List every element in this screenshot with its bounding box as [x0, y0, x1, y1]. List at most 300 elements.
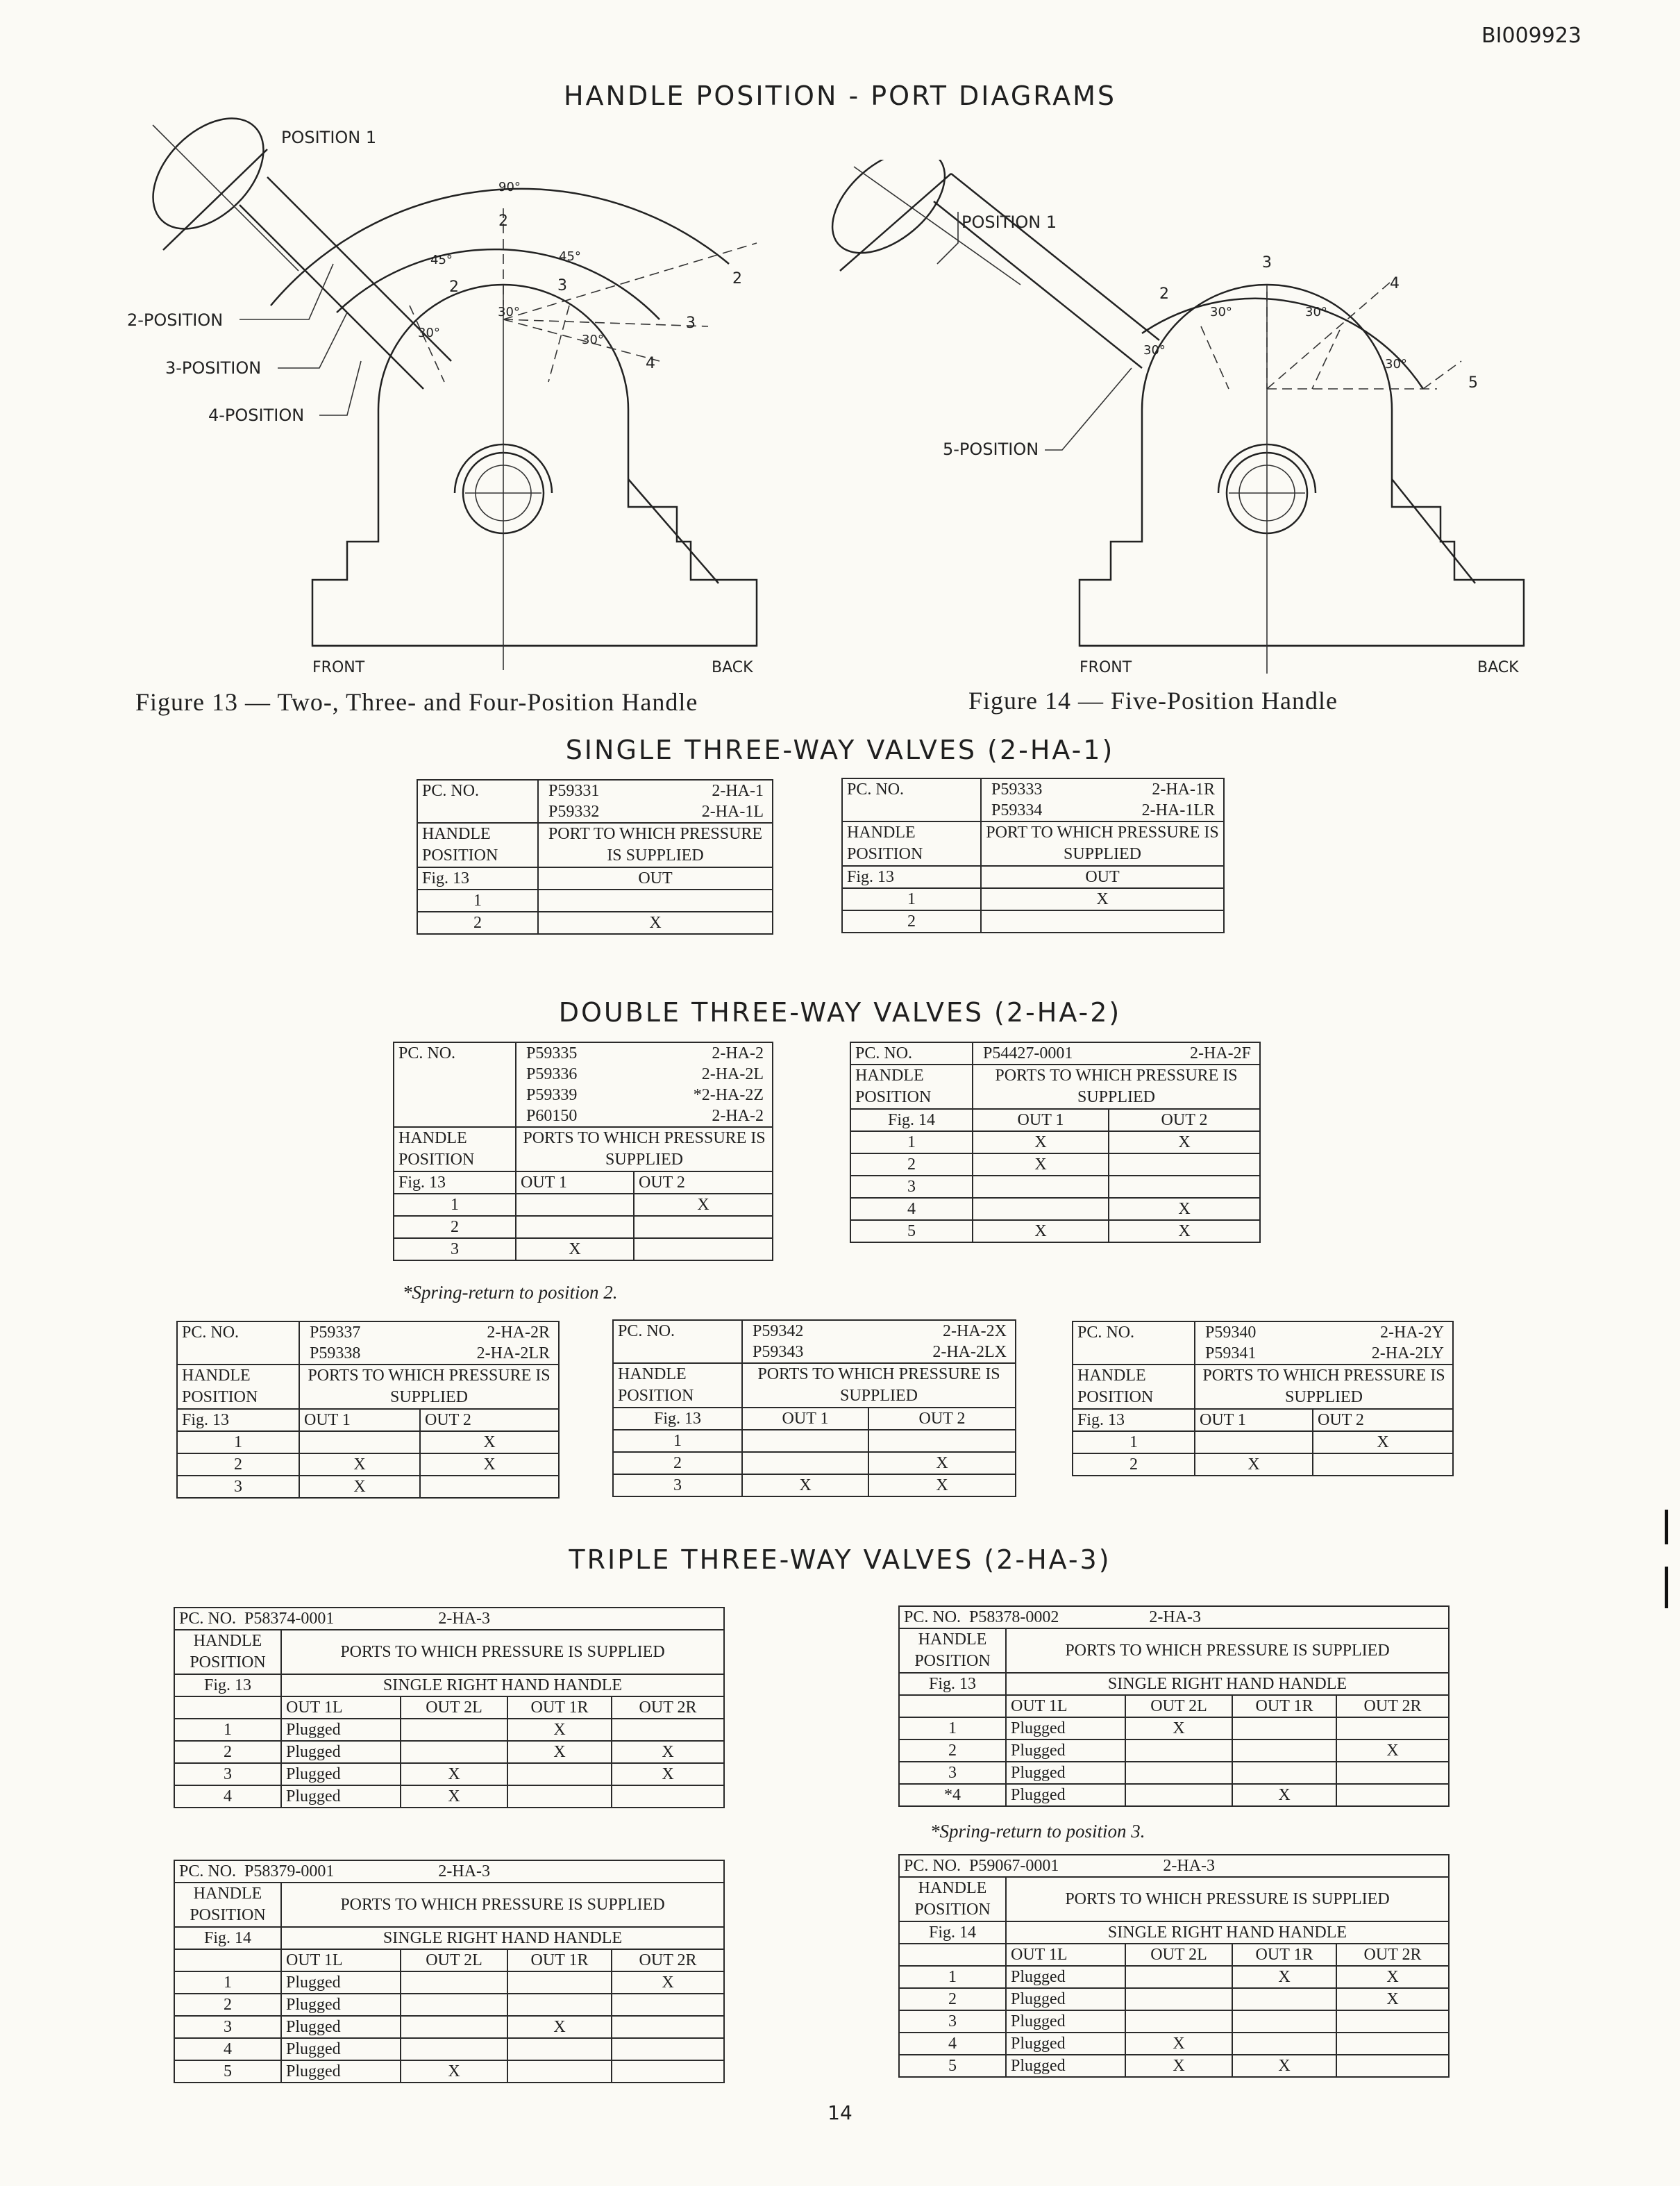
position-cell: 4 — [899, 2033, 1006, 2055]
out1-header: OUT 1 — [1195, 1409, 1313, 1431]
part-list — [1195, 1321, 1453, 1365]
ports-header: PORTS TO WHICH PRESSURE IS SUPPLIED — [281, 1630, 724, 1674]
position-cell: 4 — [174, 1785, 281, 1808]
table-row — [417, 912, 773, 934]
port-cell — [420, 1476, 559, 1498]
table-double-2ha2r — [176, 1321, 560, 1499]
table-triple-p58379 — [174, 1860, 725, 2083]
port-cell: X — [1109, 1220, 1260, 1242]
pc-no-label: PC. NO. — [1073, 1321, 1195, 1365]
table-row — [613, 1430, 1016, 1452]
margin-mark — [1665, 1510, 1668, 1544]
fig13-45-right-label: 45° — [559, 249, 581, 264]
position-cell: 2 — [1073, 1453, 1195, 1476]
fig13-30b-label: 30° — [498, 305, 520, 319]
port-cell: X — [1125, 2033, 1232, 2055]
position-cell: 3 — [899, 1762, 1006, 1784]
port-cell: X — [612, 1763, 724, 1785]
position-cell: 1 — [394, 1194, 516, 1216]
position-cell: 3 — [899, 2010, 1006, 2033]
table-triple-p59067 — [898, 1854, 1450, 2078]
position-cell: 1 — [850, 1131, 973, 1153]
port-cell: X — [401, 1763, 507, 1785]
fig14-30d-label: 30° — [1385, 357, 1407, 372]
table-row — [394, 1238, 773, 1260]
port-cell — [401, 1741, 507, 1763]
port-cell — [634, 1216, 773, 1238]
table-row — [899, 1988, 1449, 2010]
port-cell: Plugged — [281, 2060, 401, 2083]
port-cell: X — [1336, 1988, 1449, 2010]
port-cell — [516, 1216, 634, 1238]
table-row — [174, 1763, 724, 1785]
out1l-header: OUT 1L — [281, 1949, 401, 1971]
ports-header: PORTS TO WHICH PRESSURE IS SUPPLIED — [299, 1365, 559, 1409]
out-header: OUT — [981, 866, 1224, 888]
part-number: P59332 — [548, 803, 600, 821]
out1-header: OUT 1 — [742, 1408, 868, 1430]
port-cell — [868, 1430, 1016, 1452]
port-cell — [612, 2060, 724, 2083]
port-cell — [1336, 1784, 1449, 1806]
port-cell: Plugged — [281, 1741, 401, 1763]
port-cell — [612, 1785, 724, 1808]
blank-cell — [174, 1696, 281, 1719]
port-cell: X — [612, 1741, 724, 1763]
port-cell: Plugged — [281, 2038, 401, 2060]
port-cell: Plugged — [1006, 1988, 1125, 2010]
handle-type: SINGLE RIGHT HAND HANDLE — [1006, 1673, 1449, 1695]
position-cell: 1 — [899, 1966, 1006, 1988]
part-header — [174, 1860, 724, 1883]
port-cell: X — [973, 1220, 1109, 1242]
port-cell: X — [1232, 1784, 1336, 1806]
port-cell: X — [401, 2060, 507, 2083]
port-cell — [634, 1238, 773, 1260]
port-cell: Plugged — [281, 1994, 401, 2016]
port-cell: X — [1109, 1131, 1260, 1153]
table-row — [899, 2033, 1449, 2055]
port-cell: X — [420, 1453, 559, 1476]
position-cell: 2 — [174, 1994, 281, 2016]
fig14-mark-3: 3 — [1262, 254, 1272, 272]
port-cell: X — [1336, 1739, 1449, 1762]
part-list — [981, 778, 1224, 821]
ports-header: PORTS TO WHICH PRESSURE IS SUPPLIED — [1006, 1628, 1449, 1673]
part-number: P54427-0001 — [983, 1044, 1073, 1062]
port-cell — [507, 2038, 612, 2060]
out2-header: OUT 2 — [1313, 1409, 1453, 1431]
handle-position-header: HANDLE POSITION — [177, 1365, 299, 1409]
port-cell: X — [634, 1194, 773, 1216]
position-cell: 2 — [174, 1741, 281, 1763]
pc-no-label: PC. NO. — [417, 780, 538, 823]
table-double-2ha2 — [393, 1042, 773, 1261]
fig14-30b-label: 30° — [1210, 305, 1232, 319]
position-cell: 1 — [174, 1719, 281, 1741]
position-cell: 3 — [174, 2016, 281, 2038]
port-cell — [1232, 1762, 1336, 1784]
handle-type: SINGLE RIGHT HAND HANDLE — [1006, 1921, 1449, 1944]
port-cell — [1336, 2010, 1449, 2033]
port-cell: X — [742, 1474, 868, 1496]
part-number: P59342 — [753, 1322, 804, 1340]
fig14-mark-5: 5 — [1468, 374, 1478, 392]
handle-type: SINGLE RIGHT HAND HANDLE — [281, 1674, 724, 1696]
table-row — [899, 1784, 1449, 1806]
ports-header: PORTS TO WHICH PRESSURE IS SUPPLIED — [281, 1883, 724, 1927]
port-cell: X — [1313, 1431, 1453, 1453]
port-cell — [612, 2038, 724, 2060]
table-row — [850, 1198, 1260, 1220]
port-cell: X — [401, 1785, 507, 1808]
position-cell: 2 — [899, 1739, 1006, 1762]
table-triple-p58374 — [174, 1607, 725, 1808]
handle-position-header: HANDLE POSITION — [613, 1363, 742, 1408]
table-row — [850, 1220, 1260, 1242]
port-cell — [1232, 2010, 1336, 2033]
model-number: 2-HA-2R — [487, 1324, 550, 1342]
port-cell — [1232, 1717, 1336, 1739]
fig13-mark-3: 3 — [686, 315, 696, 332]
model-number: 2-HA-2 — [712, 1044, 764, 1062]
pc-no-label: PC. NO. — [904, 1857, 961, 1875]
table-row — [174, 1994, 724, 2016]
section-triple-heading: TRIPLE THREE-WAY VALVES (2-HA-3) — [569, 1544, 1111, 1575]
port-cell: X — [1336, 1966, 1449, 1988]
table-row — [899, 1966, 1449, 1988]
table-row — [174, 2038, 724, 2060]
fig14-5-position-label: 5-POSITION — [943, 440, 1039, 459]
position-cell: 5 — [850, 1220, 973, 1242]
port-cell: Plugged — [281, 1971, 401, 1994]
part-number: P59067-0001 — [969, 1857, 1059, 1875]
fig13-position1-label: POSITION 1 — [281, 128, 377, 147]
port-cell — [1125, 2010, 1232, 2033]
table-row — [899, 1717, 1449, 1739]
figure-14-caption: Figure 14 — Five-Position Handle — [968, 687, 1338, 715]
table-row — [177, 1453, 559, 1476]
document-id: BI009923 — [1481, 24, 1581, 48]
out2r-header: OUT 2R — [1336, 1944, 1449, 1966]
out2r-header: OUT 2R — [612, 1949, 724, 1971]
port-cell: Plugged — [1006, 2010, 1125, 2033]
fig13-4-position-label: 4-POSITION — [208, 406, 305, 425]
port-cell: Plugged — [281, 1785, 401, 1808]
out1-header: OUT 1 — [299, 1409, 420, 1431]
model-number: 2-HA-2LR — [476, 1344, 550, 1362]
part-number: P59340 — [1205, 1324, 1257, 1342]
port-cell — [1336, 1762, 1449, 1784]
part-header — [899, 1606, 1449, 1628]
out1-header: OUT 1 — [973, 1109, 1109, 1131]
handle-position-header: HANDLE POSITION — [174, 1883, 281, 1927]
fig13-2-position-label: 2-POSITION — [127, 310, 224, 330]
table-row — [1073, 1431, 1453, 1453]
fig14-30c-label: 30° — [1305, 305, 1327, 319]
port-cell: X — [507, 1741, 612, 1763]
fig-reference: Fig. 13 — [1073, 1409, 1195, 1431]
port-cell — [1232, 1988, 1336, 2010]
port-cell: X — [868, 1452, 1016, 1474]
pc-no-label: PC. NO. — [842, 778, 981, 821]
out2-header: OUT 2 — [868, 1408, 1016, 1430]
port-cell: Plugged — [1006, 1966, 1125, 1988]
port-cell: X — [981, 888, 1224, 910]
model-number: 2-HA-2L — [701, 1065, 764, 1083]
out2r-header: OUT 2R — [612, 1696, 724, 1719]
out2r-header: OUT 2R — [1336, 1695, 1449, 1717]
part-header — [899, 1855, 1449, 1877]
model-number: 2-HA-3 — [438, 1610, 491, 1628]
part-number: P59335 — [526, 1044, 578, 1062]
port-cell: X — [612, 1971, 724, 1994]
part-number: P60150 — [526, 1107, 578, 1125]
model-number: 2-HA-1LR — [1141, 801, 1215, 819]
table-row — [899, 1762, 1449, 1784]
position-cell: 2 — [417, 912, 538, 934]
out1r-header: OUT 1R — [507, 1949, 612, 1971]
out1-header: OUT 1 — [516, 1171, 634, 1194]
page-title: HANDLE POSITION - PORT DIAGRAMS — [563, 81, 1117, 111]
table-single-2ha1 — [417, 779, 773, 935]
table-row — [174, 1785, 724, 1808]
port-cell — [1125, 1762, 1232, 1784]
table-triple-p58378 — [898, 1605, 1450, 1807]
part-number: P59331 — [548, 782, 600, 800]
port-cell — [742, 1430, 868, 1452]
port-cell: Plugged — [1006, 1717, 1125, 1739]
table-row — [394, 1216, 773, 1238]
fig13-90-label: 90° — [498, 180, 521, 194]
part-number: P59339 — [526, 1086, 578, 1104]
ports-header: PORTS TO WHICH PRESSURE IS SUPPLIED — [973, 1065, 1260, 1109]
port-cell: X — [507, 1719, 612, 1741]
pc-no-label: PC. NO. — [179, 1862, 237, 1880]
port-header: PORT TO WHICH PRESSURE IS SUPPLIED — [538, 823, 773, 867]
model-number: 2-HA-3 — [438, 1862, 491, 1880]
port-cell — [1125, 1988, 1232, 2010]
table-row — [899, 2010, 1449, 2033]
position-cell: 2 — [850, 1153, 973, 1176]
part-number: P59338 — [310, 1344, 361, 1362]
pc-no-label: PC. NO. — [177, 1321, 299, 1365]
port-cell — [401, 2016, 507, 2038]
position-cell: 2 — [613, 1452, 742, 1474]
position-cell: 3 — [174, 1763, 281, 1785]
ports-header: PORTS TO WHICH PRESSURE IS SUPPLIED — [1006, 1877, 1449, 1921]
model-number: *2-HA-2Z — [693, 1086, 764, 1104]
port-cell: X — [420, 1431, 559, 1453]
model-number: 2-HA-2 — [712, 1107, 764, 1125]
part-number: P58374-0001 — [244, 1610, 335, 1628]
pc-no-label: PC. NO. — [179, 1610, 237, 1628]
port-cell — [981, 910, 1224, 933]
port-cell — [742, 1452, 868, 1474]
table-row — [394, 1194, 773, 1216]
part-number: P59336 — [526, 1065, 578, 1083]
port-cell: Plugged — [1006, 2055, 1125, 2077]
out1r-header: OUT 1R — [1232, 1695, 1336, 1717]
port-cell — [973, 1198, 1109, 1220]
port-cell: X — [1109, 1198, 1260, 1220]
fig-reference: Fig. 13 — [613, 1408, 742, 1430]
fig13-45-left-label: 45° — [430, 253, 453, 267]
part-list — [516, 1042, 773, 1127]
fig13-mark-2-outer: 2 — [732, 270, 742, 287]
table-row — [899, 2055, 1449, 2077]
part-number: P59334 — [991, 801, 1043, 819]
handle-position-header: HANDLE POSITION — [850, 1065, 973, 1109]
fig14-front-label: FRONT — [1080, 659, 1132, 676]
port-cell: Plugged — [1006, 1762, 1125, 1784]
table-row — [613, 1474, 1016, 1496]
fig-reference: Fig. 13 — [899, 1673, 1006, 1695]
port-cell — [1125, 1784, 1232, 1806]
fig-reference: Fig. 14 — [899, 1921, 1006, 1944]
handle-position-header: HANDLE POSITION — [417, 823, 538, 867]
port-cell — [516, 1194, 634, 1216]
port-header: PORT TO WHICH PRESSURE IS SUPPLIED — [981, 821, 1224, 866]
port-cell: X — [538, 912, 773, 934]
part-number: P58378-0002 — [969, 1608, 1059, 1626]
pc-no-label: PC. NO. — [394, 1042, 516, 1127]
port-cell — [401, 1994, 507, 2016]
fig13-front-label: FRONT — [312, 659, 365, 676]
fig14-mark-2: 2 — [1159, 285, 1169, 303]
figure-13-caption: Figure 13 — Two-, Three- and Four-Position Handle — [135, 688, 698, 716]
position-cell: 3 — [177, 1476, 299, 1498]
table-row — [174, 2016, 724, 2038]
table-double-2ha2f — [850, 1042, 1261, 1243]
port-cell: X — [299, 1453, 420, 1476]
model-number: 2-HA-1L — [701, 803, 764, 821]
table-double-2ha2y — [1072, 1321, 1454, 1476]
port-cell — [507, 1763, 612, 1785]
out2-header: OUT 2 — [1109, 1109, 1260, 1131]
out2l-header: OUT 2L — [401, 1949, 507, 1971]
position-cell: *4 — [899, 1784, 1006, 1806]
port-cell — [1109, 1176, 1260, 1198]
table-row — [174, 1719, 724, 1741]
port-cell — [507, 1994, 612, 2016]
fig13-3-position-label: 3-POSITION — [165, 358, 262, 378]
fig-reference: Fig. 14 — [850, 1109, 973, 1131]
port-cell — [1125, 1739, 1232, 1762]
position-cell: 1 — [417, 890, 538, 912]
table-single-2ha1r — [841, 778, 1225, 933]
port-cell: X — [973, 1131, 1109, 1153]
out1l-header: OUT 1L — [1006, 1944, 1125, 1966]
position-cell: 5 — [899, 2055, 1006, 2077]
table-row — [177, 1431, 559, 1453]
out1r-header: OUT 1R — [507, 1696, 612, 1719]
position-cell: 1 — [177, 1431, 299, 1453]
out2l-header: OUT 2L — [1125, 1944, 1232, 1966]
part-list — [299, 1321, 559, 1365]
handle-position-header: HANDLE POSITION — [1073, 1365, 1195, 1409]
blank-cell — [174, 1949, 281, 1971]
handle-position-header: HANDLE POSITION — [394, 1127, 516, 1171]
table-row — [417, 890, 773, 912]
fig13-30a-label: 30° — [418, 326, 440, 340]
pc-no-label: PC. NO. — [904, 1608, 961, 1626]
port-cell: X — [1125, 1717, 1232, 1739]
out2-header: OUT 2 — [634, 1171, 773, 1194]
port-cell: X — [1232, 1966, 1336, 1988]
port-cell — [1313, 1453, 1453, 1476]
section-double-heading: DOUBLE THREE-WAY VALVES (2-HA-2) — [558, 997, 1122, 1028]
pc-no-label: PC. NO. — [850, 1042, 973, 1065]
fig-reference: Fig. 13 — [177, 1409, 299, 1431]
blank-cell — [899, 1695, 1006, 1717]
position-cell: 3 — [394, 1238, 516, 1260]
part-list — [538, 780, 773, 823]
table-row — [850, 1153, 1260, 1176]
port-cell — [1195, 1431, 1313, 1453]
port-cell: X — [1195, 1453, 1313, 1476]
fig13-back-label: BACK — [712, 659, 753, 676]
port-cell — [973, 1176, 1109, 1198]
model-number: 2-HA-2LY — [1371, 1344, 1445, 1362]
port-cell — [1232, 1739, 1336, 1762]
port-cell — [538, 890, 773, 912]
figure-13-diagram — [97, 83, 805, 681]
fig13-mark-2-inner: 2 — [449, 278, 459, 296]
out2-header: OUT 2 — [420, 1409, 559, 1431]
port-cell: Plugged — [1006, 1739, 1125, 1762]
handle-position-header: HANDLE POSITION — [174, 1630, 281, 1674]
position-cell: 2 — [394, 1216, 516, 1238]
table-row — [899, 1739, 1449, 1762]
ports-header: PORTS TO WHICH PRESSURE IS SUPPLIED — [1195, 1365, 1453, 1409]
position-cell: 2 — [177, 1453, 299, 1476]
handle-position-header: HANDLE POSITION — [842, 821, 981, 866]
part-header — [174, 1608, 724, 1630]
position-cell: 2 — [842, 910, 981, 933]
position-cell: 2 — [899, 1988, 1006, 2010]
out1l-header: OUT 1L — [281, 1696, 401, 1719]
table-row — [177, 1476, 559, 1498]
port-cell — [507, 1785, 612, 1808]
port-cell: X — [1125, 2055, 1232, 2077]
fig-reference: Fig. 13 — [394, 1171, 516, 1194]
position-cell: 1 — [1073, 1431, 1195, 1453]
part-number: P59341 — [1205, 1344, 1257, 1362]
port-cell — [1125, 1966, 1232, 1988]
port-cell: X — [973, 1153, 1109, 1176]
position-cell: 1 — [613, 1430, 742, 1452]
port-cell: X — [516, 1238, 634, 1260]
port-cell — [1109, 1153, 1260, 1176]
model-number: 2-HA-1 — [712, 782, 764, 800]
fig-reference: Fig. 13 — [417, 867, 538, 890]
position-cell: 4 — [850, 1198, 973, 1220]
port-cell — [507, 2060, 612, 2083]
port-cell: X — [299, 1476, 420, 1498]
port-cell — [299, 1431, 420, 1453]
table-row — [174, 1971, 724, 1994]
model-number: 2-HA-2X — [943, 1322, 1007, 1340]
table-row — [850, 1176, 1260, 1198]
port-cell — [401, 2038, 507, 2060]
fig13-30c-label: 30° — [582, 333, 604, 347]
out2l-header: OUT 2L — [1125, 1695, 1232, 1717]
port-cell: X — [868, 1474, 1016, 1496]
spring-return-note: *Spring-return to position 2. — [403, 1282, 618, 1303]
table-row — [174, 2060, 724, 2083]
port-cell: Plugged — [1006, 1784, 1125, 1806]
